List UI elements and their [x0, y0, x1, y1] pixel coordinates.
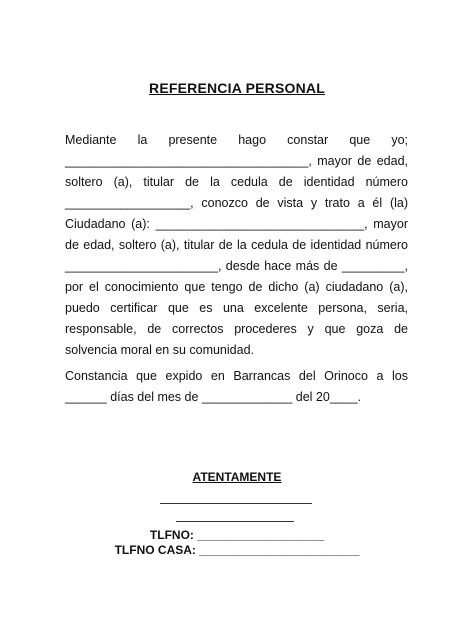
phone-label: TLFNO: [149, 528, 194, 542]
id-number-blank-line: __________________ [65, 196, 191, 210]
year-blank-line: ____ [329, 390, 358, 404]
paragraph-text: , conozco de vista y trato a él (la) Ciudadano (a): [65, 196, 408, 231]
month-blank-line: _____________ [201, 390, 293, 404]
paragraph-text: días del mes de [106, 390, 202, 404]
paragraph-text: , mayor de edad, soltero (a), titular de la cedula de identidad número [65, 217, 408, 252]
signature-line [160, 503, 312, 504]
paragraph-text: , mayor de edad, soltero (a), titular de la cedula de identidad número [65, 154, 408, 189]
closing-atentamente: ATENTAMENTE [192, 470, 282, 484]
years-blank-line: _________ [341, 259, 405, 273]
reference-paragraph [65, 130, 408, 361]
home-phone-label: TLFNO CASA: [114, 543, 196, 557]
paragraph-text: Mediante la presente hago constar que yo; [65, 133, 408, 147]
paragraph-text: , por el conocimiento que tengo de dicho (a) ciudadano (a), puedo certificar que es una excelente persona, seria, responsable, de correctos procederes y que goza de solvencia moral en su comunidad. [65, 259, 408, 357]
document-title: REFERENCIA PERSONAL [149, 80, 325, 96]
home-phone-line [0, 543, 474, 557]
paragraph-text: Constancia que expido en Barrancas del Orinoco a los [65, 369, 408, 383]
phone-blank-line: ___________________ [197, 528, 325, 542]
name-blank-line: ___________________________________ [65, 154, 309, 168]
citizen-name-blank-line: ______________________________ [155, 217, 365, 231]
paragraph-text: , desde hace más de [217, 259, 342, 273]
constancy-paragraph [65, 366, 408, 408]
signature-name-line [176, 521, 294, 522]
phone-line [0, 528, 474, 542]
paragraph-text: del 20 [292, 390, 330, 404]
day-blank-line: ______ [65, 390, 107, 404]
paragraph-text: . [357, 390, 362, 404]
home-phone-blank-line: ________________________ [199, 543, 360, 557]
citizen-id-blank-line: ______________________ [65, 259, 218, 273]
